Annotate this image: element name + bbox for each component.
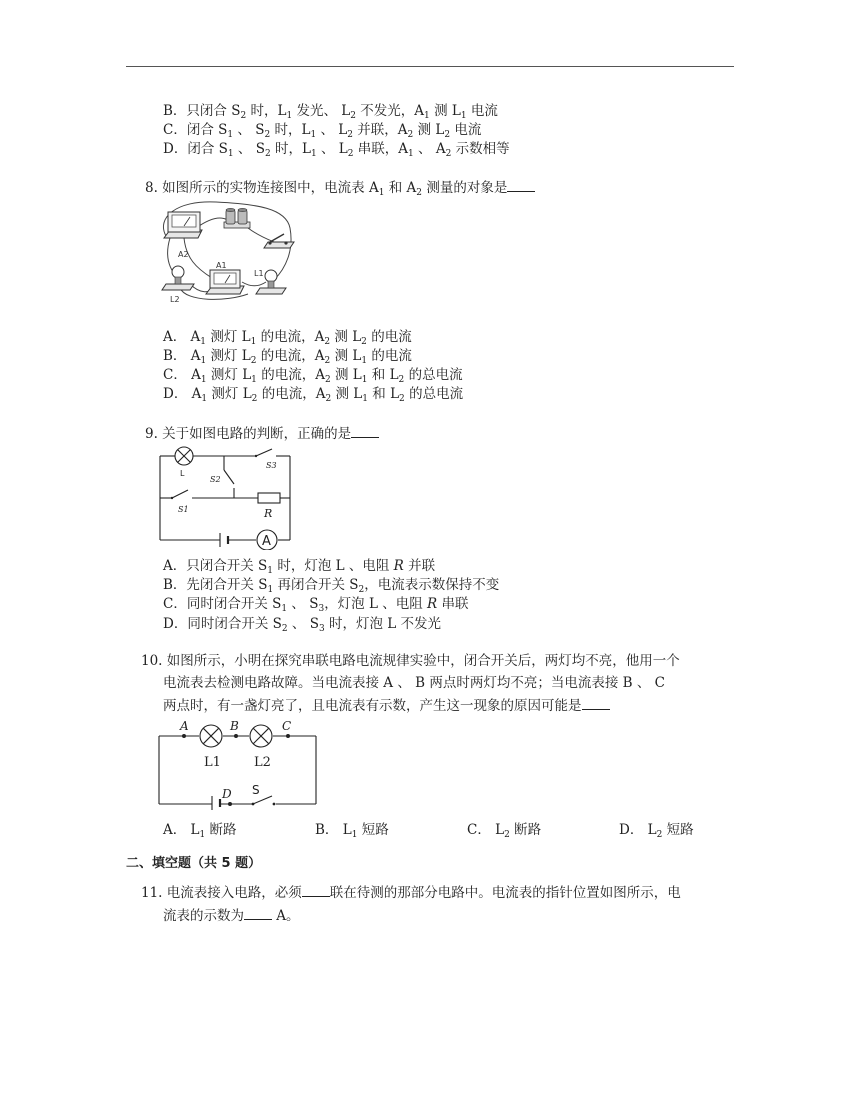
svg-text:C: C	[282, 719, 292, 733]
svg-text:L: L	[180, 469, 185, 478]
battery-icon	[212, 796, 220, 810]
q9-option-d[interactable]: D．同时闭合开关 $S_2$ 、 $S_3$ 时，灯泡 L 不发光	[163, 616, 442, 634]
q10-stem-line-3: 两点时，有一盏灯亮了，且电流表有示数，产生这一现象的原因可能是	[163, 696, 610, 715]
q10-option-d[interactable]: D． $L_2$ 短路	[619, 822, 694, 840]
svg-text:A: A	[262, 534, 271, 549]
q9-option-b[interactable]: B．先闭合开关 $S_1$ 再闭合开关 $S_2$，电流表示数保持不变	[163, 577, 500, 595]
q10-option-a[interactable]: A． $L_1$ 断路	[163, 822, 237, 840]
switch-icon	[264, 234, 294, 248]
q9-option-c[interactable]: C．同时闭合开关 $S_1$ 、 $S_3$，灯泡 L 、电阻 R 串联	[163, 596, 469, 614]
q9-circuit-diagram	[156, 444, 296, 550]
section-heading-fill-in: 二、填空题（共 5 题）	[126, 856, 262, 871]
q10-option-c[interactable]: C． $L_2$ 断路	[467, 822, 542, 840]
lamp-l2-icon	[162, 266, 194, 290]
q8-answer-blank[interactable]	[507, 178, 535, 192]
svg-text:S2: S2	[210, 475, 221, 484]
header-rule	[126, 66, 734, 67]
svg-text:L2: L2	[170, 295, 180, 304]
q8-option-c[interactable]: C． $A_1$ 测灯 $L_1$ 的电流，$A_2$ 测 $L_1$ 和 $L_2$ 的总电流	[163, 367, 463, 385]
q11-blank-1[interactable]	[302, 883, 330, 897]
resistor-icon	[258, 493, 280, 503]
ammeter-a1-icon	[206, 270, 244, 294]
q8-stem: 8. 如图所示的实物连接图中，电流表 $A_1$ 和 $A_2$ 测量的对象是	[145, 178, 535, 202]
ammeter-a2-icon	[164, 212, 202, 238]
svg-text:L2: L2	[254, 755, 271, 770]
q7-option-b[interactable]: B．只闭合 $S_2$ 时，$L_1$ 发光、 $L_2$ 不发光，$A_1$ 测 $L_1$ 电流	[163, 103, 498, 121]
svg-text:L1: L1	[204, 755, 221, 770]
svg-text:S1: S1	[178, 505, 189, 514]
q10-stem-line-2: 电流表去检测电路故障。当电流表接 A 、 B 两点时两灯均不亮；当电流表接 B 、 C	[163, 675, 665, 691]
q9-stem: 9. 关于如图电路的判断，正确的是	[145, 424, 379, 443]
lamp-l1-icon	[200, 725, 222, 747]
q8-physical-circuit-figure	[156, 198, 296, 304]
lamp-icon	[175, 447, 193, 465]
lamp-l2-icon	[250, 725, 272, 747]
battery-icon	[220, 533, 228, 547]
q9-option-a[interactable]: A．只闭合开关 $S_1$ 时，灯泡 L 、电阻 R 并联	[163, 558, 436, 576]
q8-option-d[interactable]: D． $A_1$ 测灯 $L_2$ 的电流，$A_2$ 测 $L_1$ 和 $L_2$ 的总电流	[163, 386, 464, 404]
svg-text:R: R	[264, 507, 273, 520]
svg-text:A2: A2	[178, 250, 189, 259]
q10-stem-line-1: 10. 如图所示，小明在探究串联电路电流规律实验中，闭合开关后，两灯均不亮，他用一个	[141, 653, 680, 669]
svg-text:B: B	[230, 719, 239, 733]
q11-line-2: 流表的示数为 A。	[163, 908, 300, 924]
q7-option-c[interactable]: C．闭合 $S_1$ 、 $S_2$ 时，$L_1$ 、 $L_2$ 并联，$A_2$ 测 $L_2$ 电流	[163, 122, 482, 140]
q10-option-b[interactable]: B． $L_1$ 短路	[315, 822, 389, 840]
q10-circuit-diagram	[150, 716, 324, 810]
q9-answer-blank[interactable]	[351, 424, 379, 438]
q10-answer-blank[interactable]	[582, 696, 610, 710]
q11-blank-2[interactable]	[244, 906, 272, 920]
q7-option-d[interactable]: D．闭合 $S_1$ 、 $S_2$ 时，$L_1$ 、 $L_2$ 串联，$A_1$ 、 $A_2$ 示数相等	[163, 141, 510, 159]
q8-option-b[interactable]: B． $A_1$ 测灯 $L_2$ 的电流，$A_2$ 测 $L_1$ 的电流	[163, 348, 412, 366]
svg-text:S3: S3	[266, 461, 277, 470]
svg-text:D: D	[222, 787, 232, 801]
battery-pair-icon	[224, 208, 250, 228]
ammeter-icon	[257, 530, 277, 550]
q8-option-a[interactable]: A． $A_1$ 测灯 $L_1$ 的电流，$A_2$ 测 $L_2$ 的电流	[163, 329, 412, 347]
svg-text:L1: L1	[254, 269, 264, 278]
svg-text:A: A	[180, 719, 189, 733]
svg-text:S: S	[252, 783, 260, 797]
svg-text:A1: A1	[216, 261, 227, 270]
q11-line-1: 11. 电流表接入电路，必须 联在待测的那部分电路中。电流表的指针位置如图所示，电	[141, 885, 681, 901]
